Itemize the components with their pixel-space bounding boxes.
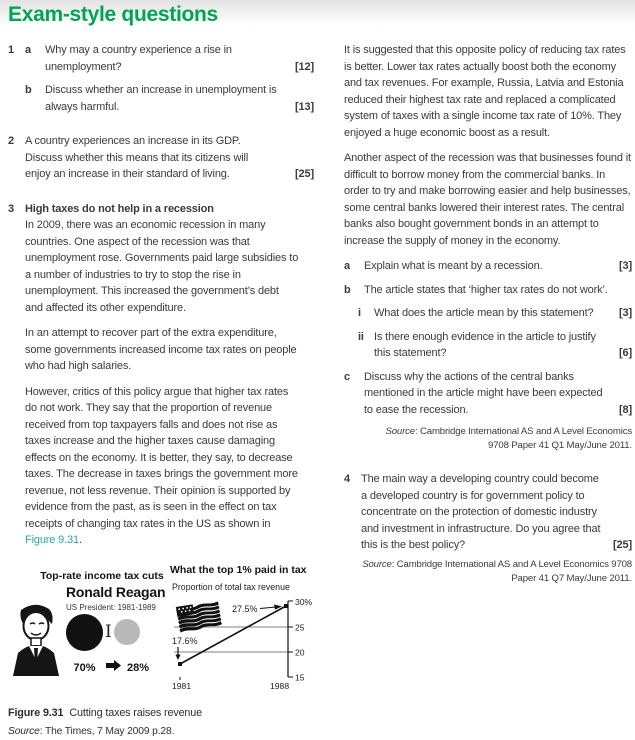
figure-left-panel <box>8 562 170 680</box>
question-4-body <box>361 471 632 554</box>
right-column <box>344 42 632 586</box>
tax-rate-before: 70% <box>66 660 103 677</box>
question-3b-ii <box>358 329 632 362</box>
end-value-label: 27.5% <box>232 604 258 614</box>
question-3b <box>344 282 632 299</box>
question-text: A country experiences an increase in its GDP. Discuss whether this means that its citizens will enjoy an increase in their standard of living. <box>25 133 263 183</box>
marks-badge: [12] <box>295 59 314 76</box>
question-3b-i <box>358 305 632 322</box>
chart-title: What the top 1% paid in tax <box>170 562 314 579</box>
x-tick-1988: 1988 <box>270 681 289 691</box>
part-label: c <box>344 369 364 419</box>
y-tick-20: 20 <box>295 647 305 657</box>
article-paragraph: In an attempt to recover part of the extra expenditure, some governments increased income tax rates on people who had high salaries. <box>25 325 299 375</box>
question-3 <box>8 201 314 549</box>
source-line: : Cambridge International AS and A Level Economics <box>415 426 632 437</box>
figure-caption <box>8 705 314 722</box>
part-label: ii <box>358 329 374 362</box>
question-1a <box>25 42 314 75</box>
arrow-right-icon <box>103 660 123 677</box>
y-tick-25: 25 <box>295 622 305 632</box>
person-subtitle: US President: 1981-1989 <box>66 600 170 617</box>
marks-badge: [8] <box>619 402 632 419</box>
source-line: Paper 41 Q7 May/June 2011. <box>511 573 632 584</box>
tax-rate-after: 28% <box>123 660 153 677</box>
question-number: 1 <box>8 42 25 122</box>
part-label: a <box>344 258 364 275</box>
y-tick-30: 30% <box>295 597 313 607</box>
comparison-bar-icon: I <box>105 624 112 641</box>
figure-source <box>8 724 314 740</box>
part-text: What does the article mean by this statement? <box>374 305 619 322</box>
person-name: Ronald Reagan <box>66 584 170 601</box>
figure-source-prefix: Source <box>8 726 40 737</box>
part-text: Is there enough evidence in the article to justify this statement? <box>374 329 619 362</box>
part-label: i <box>358 305 374 322</box>
source-line: 9708 Paper 41 Q1 May/June 2011. <box>488 440 632 451</box>
figure-left-title: Top-rate income tax cuts <box>8 562 170 585</box>
part-text: Discuss why the actions of the central banks mentioned in the article might have been expected to ease the recession. <box>364 369 619 419</box>
part-label: b <box>344 282 364 299</box>
top-rate-after-circle <box>114 619 140 645</box>
question-3-source <box>344 425 632 453</box>
marks-badge: [13] <box>295 99 314 116</box>
part-label: a <box>25 42 45 75</box>
question-3c <box>344 369 632 419</box>
figure-caption-number: Figure 9.31 <box>8 707 63 719</box>
paragraph-text: . <box>79 534 82 546</box>
source-prefix: Source <box>362 559 392 570</box>
top-rate-before-circle <box>66 614 103 651</box>
article-paragraph: In 2009, there was an economic recession in many countries. One aspect of the recession was that unemployment rose. Governments paid large subsidies to a number of industries to try to stop the rise in unemployment. This increased the government’s debt and affected its other expenditure. <box>25 217 299 316</box>
x-tick-1981: 1981 <box>172 681 191 691</box>
article-paragraph <box>25 384 299 549</box>
question-2 <box>8 133 314 190</box>
question-number: 3 <box>8 201 25 549</box>
paragraph-text: However, critics of this policy argue that higher tax rates do not work. They say that the proportion of revenue received from top taxpayers falls and does not rise as taxes increase and the higher taxes cause damaging effects on the economy. It is better, they say, to decrease taxes. The decrease in taxes brings the government more revenue, not less revenue. Their opinion is supported by evidence from the past, as is seen in the effect on tax receipts of changing tax rates in the US as shown in <box>25 386 298 530</box>
us-flag-icon <box>176 600 223 632</box>
question-text: The main way a developing country could become a developed country is for government policy to concentrate on the protection of domestic industry and investment in infrastructure. Do you agree that this is the best policy? <box>361 471 613 554</box>
part-text: Explain what is meant by a recession. <box>364 258 619 275</box>
article-paragraph: It is suggested that this opposite policy of reducing tax rates is better. Lower tax rates actually boost both the economy and tax revenues. For example, Russia, Latvia and Estonia reduced their highest tax rate and replaced a complicated system of taxes with a single income tax rate of 10%. They enjoyed a huge economic boost as a result. <box>344 42 632 141</box>
question-4-source <box>344 558 632 586</box>
question-number: 4 <box>344 471 361 556</box>
tax-revenue-line-chart <box>170 596 315 696</box>
question-1 <box>8 42 314 122</box>
source-prefix: Source <box>385 426 415 437</box>
marks-badge: [25] <box>613 537 632 554</box>
source-line: : Cambridge International AS and A Level Economics 9708 <box>392 559 632 570</box>
part-label: b <box>25 82 45 115</box>
figure-chart-panel <box>170 562 314 702</box>
figure-source-text: : The Times, 7 May 2009 p.28. <box>40 726 175 737</box>
question-3a <box>344 258 632 275</box>
figure-9-31 <box>8 562 314 702</box>
marks-badge: [25] <box>295 166 314 183</box>
question-4 <box>344 471 632 556</box>
figure-9-31-link[interactable]: Figure 9.31 <box>25 534 79 546</box>
question-number: 2 <box>8 133 25 190</box>
part-text: The article states that ‘higher tax rates do not work’. <box>364 282 632 299</box>
chart-subtitle: Proportion of total tax revenue <box>172 579 314 596</box>
part-text: Discuss whether an increase in unemployment is always harmful. <box>45 82 283 115</box>
y-tick-15: 15 <box>295 672 305 682</box>
start-value-label: 17.6% <box>172 636 198 646</box>
marks-badge: [6] <box>619 345 632 362</box>
figure-caption-text: Cutting taxes raises revenue <box>69 707 202 719</box>
article-title: High taxes do not help in a recession <box>25 201 299 218</box>
question-2-body <box>25 133 314 183</box>
left-column <box>8 42 314 740</box>
marks-badge: [3] <box>619 258 632 275</box>
reagan-portrait-image <box>8 602 64 676</box>
marks-badge: [3] <box>619 305 632 322</box>
article-paragraph: Another aspect of the recession was that businesses found it difficult to borrow money from the commercial banks. In order to try and make borrowing easier and help businesses, some central banks lowered their interest rates. The central banks also bought government bonds in an attempt to increase the supply of money in the economy. <box>344 150 632 249</box>
question-1b <box>25 82 314 115</box>
down-arrow-icon <box>175 647 180 660</box>
part-text: Why may a country experience a rise in unemployment? <box>45 42 283 75</box>
page-title: Exam-style questions <box>8 3 218 27</box>
